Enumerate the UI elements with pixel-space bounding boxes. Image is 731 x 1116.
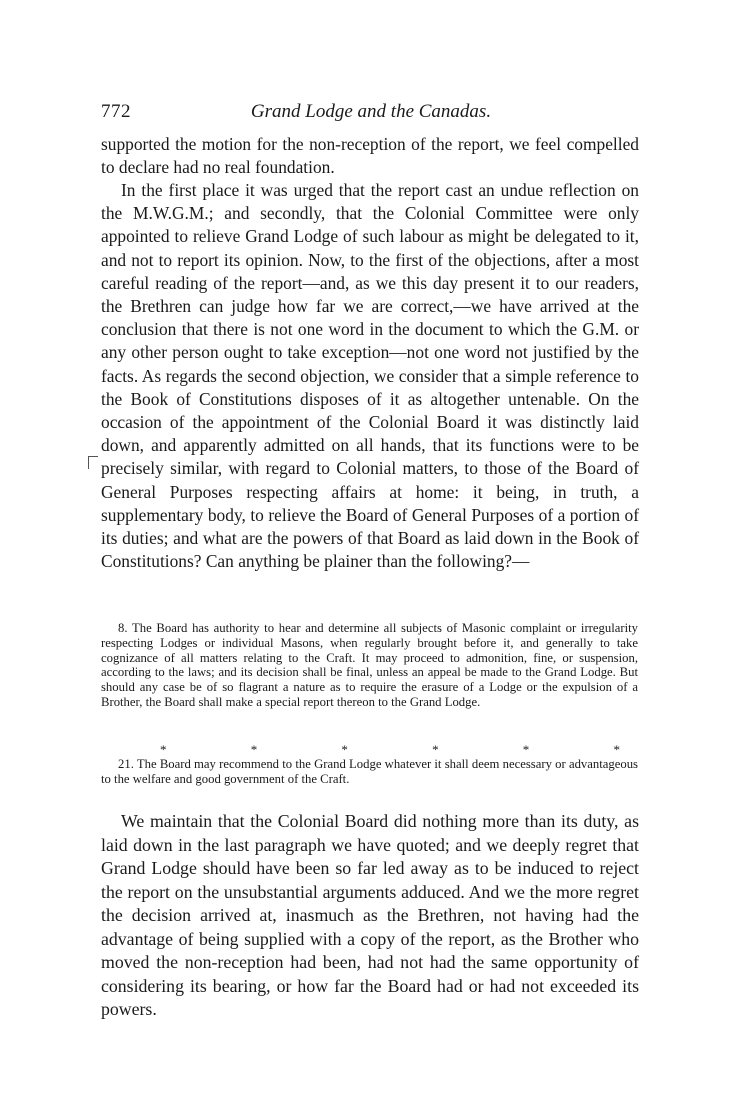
asterisk: * <box>341 742 348 757</box>
running-title: Grand Lodge and the Canadas. <box>250 101 492 122</box>
quoted-article-21: 21. The Board may recommend to the Grand Lodge whatever it shall deem necessary or advantageous to the welfare and good government of the Craft. <box>101 757 638 786</box>
body-paragraph-conclusion: We maintain that the Colonial Board did nothing more than its duty, as laid down in the last paragraph we have quoted; and we deeply regret that Grand Lodge should have been so far led away as to be induced to reject the report on the unsubstantial arguments adduced. And we the more regret the decision arrived at, inasmuch as the Brethren, not having had the advantage of being supplied with a copy of the report, as the Brother who moved the non-reception had been, had not had the same opportunity of considering its bearing, or how far the Board had or had not exceeded its powers. <box>101 811 639 1019</box>
page-header <box>101 101 641 125</box>
page-number: 772 <box>101 101 131 122</box>
asterisk: * <box>432 742 439 757</box>
asterisk: * <box>250 742 258 757</box>
body-paragraph-continued: supported the motion for the non-reception of the report, we feel compelled to declare had no real foundation. <box>101 134 639 178</box>
body-paragraph-objections: In the first place it was urged that the report cast an undue reflection on the M.W.G.M.; and secondly, that the Colonial Committee were only appointed to relieve Grand Lodge of such labour as might be delegated to it, and not to report its opinion. Now, to the first of the objections, after a most careful reading of the report—and, as we this day present it to our readers, the Brethren can judge how far we are correct,—we have arrived at the conclusion that there is not one word in the document to which the G.M. or any other person ought to take exception—not one word not justified by the facts. As regards the second objection, we consider that a simple reference to the Book of Constitutions disposes of it as altogether untenable. On the occasion of the appointment of the Colonial Board it was distinctly laid down, and apparently admitted on all hands, that its functions were to be precisely similar, with regard to Colonial matters, to those of the Board of General Purposes respecting affairs at home: it being, in truth, a supplementary body, to relieve the Board of General Purposes of a portion of its duties; and what are the powers of that Board as laid down in the Book of Constitutions? Can anything be plainer than the following?— <box>101 180 639 572</box>
asterisk: * <box>613 742 620 757</box>
quoted-article-8: 8. The Board has authority to hear and determine all subjects of Masonic complaint or irregularity respecting Lodges or individual Masons, when regularly brought before it, and generally to take cognizance of all matters relating to the Craft. It may proceed to admonition, fine, or suspension, according to the laws; and its decision shall be final, unless an appeal be made to the Grand Lodge. But should any case be of so flagrant a nature as to require the erasure of a Lodge or the expulsion of a Brother, the Board shall make a special report thereon to the Grand Lodge. <box>101 621 638 709</box>
margin-mark <box>88 456 98 469</box>
asterisk: * <box>160 742 167 757</box>
asterisk-separator <box>160 742 620 758</box>
asterisk: * <box>522 742 530 757</box>
